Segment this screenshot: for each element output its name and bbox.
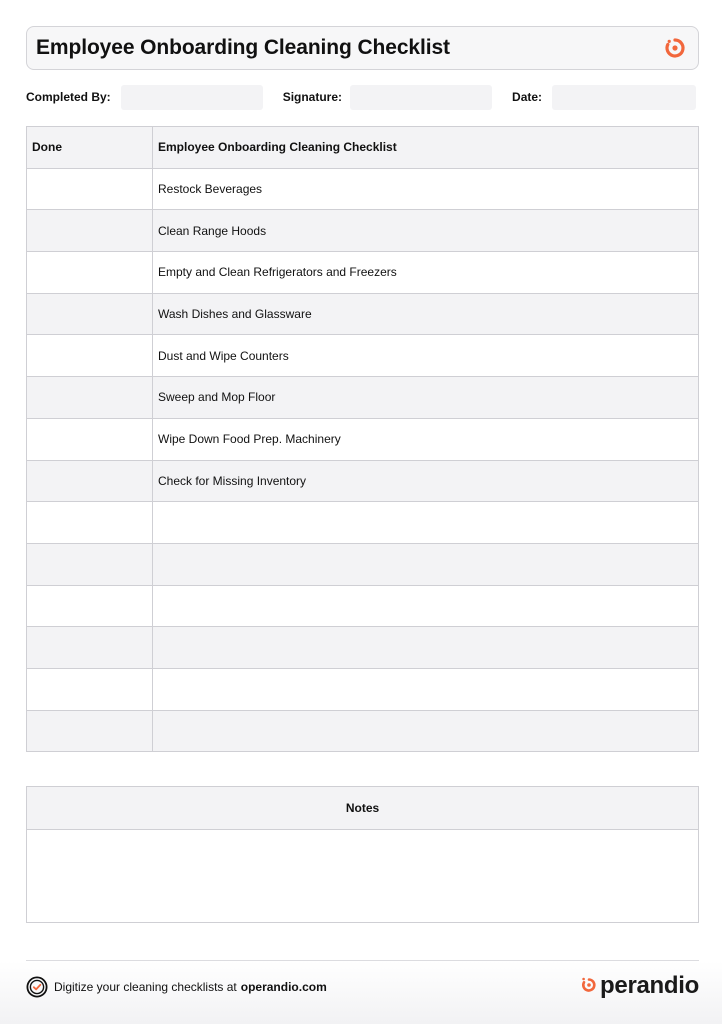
- table-row: [27, 252, 699, 294]
- footer-promo: [26, 975, 327, 999]
- notes-title: Notes: [27, 787, 698, 830]
- table-row: [27, 335, 699, 377]
- table-row: [27, 210, 699, 252]
- meta-row: [26, 84, 699, 110]
- done-cell[interactable]: [27, 210, 153, 252]
- date-field[interactable]: [552, 85, 696, 110]
- task-cell: Empty and Clean Refrigerators and Freezers: [153, 252, 699, 294]
- notes-field[interactable]: [27, 830, 698, 922]
- task-cell: Dust and Wipe Counters: [153, 335, 699, 377]
- done-cell[interactable]: [27, 668, 153, 710]
- table-row: [27, 293, 699, 335]
- page-title: Employee Onboarding Cleaning Checklist: [36, 36, 450, 59]
- task-cell: Wash Dishes and Glassware: [153, 293, 699, 335]
- table-row: [27, 502, 699, 544]
- checklist-table: [26, 126, 699, 752]
- brand-name: perandio: [600, 972, 699, 999]
- task-cell[interactable]: [153, 543, 699, 585]
- task-cell[interactable]: [153, 502, 699, 544]
- task-cell: Restock Beverages: [153, 168, 699, 210]
- signature-field[interactable]: [350, 85, 492, 110]
- completed-by-field[interactable]: [121, 85, 263, 110]
- brand-logo: [580, 971, 699, 1001]
- task-cell[interactable]: [153, 710, 699, 752]
- column-header-task: Employee Onboarding Cleaning Checklist: [153, 127, 699, 169]
- task-cell[interactable]: [153, 585, 699, 627]
- done-cell[interactable]: [27, 460, 153, 502]
- title-bar: [26, 26, 699, 70]
- column-header-done: Done: [27, 127, 153, 169]
- notes-section: [26, 786, 699, 923]
- table-row: [27, 627, 699, 669]
- task-cell: Wipe Down Food Prep. Machinery: [153, 418, 699, 460]
- task-cell[interactable]: [153, 627, 699, 669]
- table-row: [27, 168, 699, 210]
- done-cell[interactable]: [27, 418, 153, 460]
- done-cell[interactable]: [27, 627, 153, 669]
- done-cell[interactable]: [27, 293, 153, 335]
- footer-link[interactable]: operandio.com: [240, 980, 327, 994]
- operandio-brand-icon: [580, 974, 598, 999]
- task-cell: Sweep and Mop Floor: [153, 377, 699, 419]
- done-cell[interactable]: [27, 502, 153, 544]
- table-row: [27, 710, 699, 752]
- table-row: [27, 543, 699, 585]
- done-cell[interactable]: [27, 710, 153, 752]
- task-cell: Check for Missing Inventory: [153, 460, 699, 502]
- operandio-logo-icon: [662, 35, 688, 61]
- table-row: [27, 460, 699, 502]
- done-cell[interactable]: [27, 252, 153, 294]
- task-cell: Clean Range Hoods: [153, 210, 699, 252]
- done-cell[interactable]: [27, 377, 153, 419]
- footer: [0, 961, 722, 1024]
- table-header-row: [27, 127, 699, 169]
- table-row: [27, 585, 699, 627]
- table-row: [27, 418, 699, 460]
- check-badge-icon: [26, 976, 48, 998]
- completed-by-label: Completed By:: [26, 90, 111, 104]
- done-cell[interactable]: [27, 585, 153, 627]
- signature-label: Signature:: [282, 90, 343, 104]
- done-cell[interactable]: [27, 168, 153, 210]
- date-label: Date:: [512, 90, 543, 104]
- footer-text: Digitize your cleaning checklists at: [54, 980, 237, 994]
- done-cell[interactable]: [27, 335, 153, 377]
- task-cell[interactable]: [153, 668, 699, 710]
- done-cell[interactable]: [27, 543, 153, 585]
- table-row: [27, 668, 699, 710]
- table-row: [27, 377, 699, 419]
